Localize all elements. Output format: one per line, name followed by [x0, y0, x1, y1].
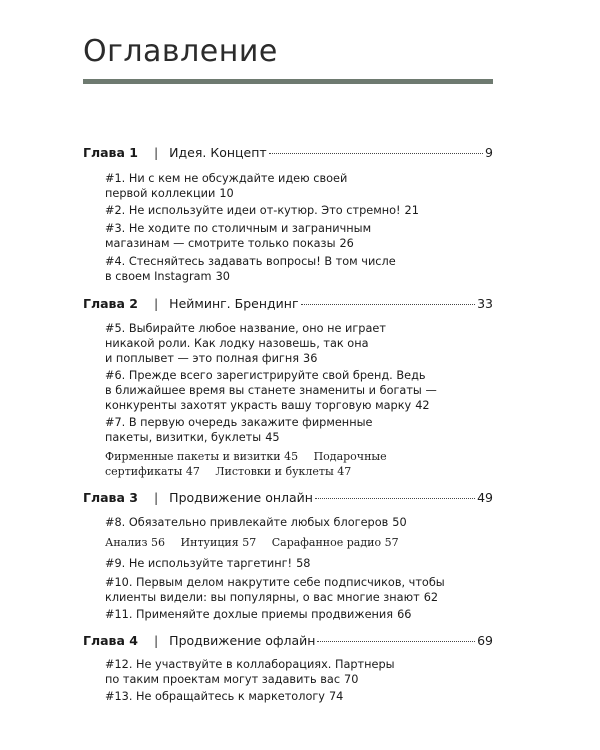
chapter-separator: |: [153, 145, 159, 160]
page-number: 74: [328, 690, 344, 703]
chapter-separator: |: [153, 296, 159, 311]
subtopic-page: 47: [185, 465, 200, 478]
entry-text: и поплывет — это полная фигня: [105, 352, 300, 365]
toc-entry-4[interactable]: [105, 254, 493, 284]
chapter-2-heading[interactable]: [83, 296, 493, 314]
title-rule: [83, 79, 493, 84]
toc-entry-7[interactable]: [105, 415, 493, 445]
page-number: 42: [415, 399, 430, 412]
chapter-label: Глава 4: [83, 633, 138, 648]
chapter-4-heading[interactable]: [83, 633, 493, 651]
toc-entry-12[interactable]: [105, 657, 493, 687]
entry-text: магазинам — смотрите только показы: [105, 237, 336, 250]
page-number: 50: [392, 516, 407, 529]
page-number: 45: [265, 431, 280, 444]
subtopic-page: 57: [384, 536, 399, 549]
page-number: 33: [477, 296, 493, 311]
toc-entry-5[interactable]: [105, 321, 493, 366]
entry-text: #2. Не используйте идеи от-кутюр. Это стремно!: [105, 204, 401, 217]
subtopic-page: 45: [284, 450, 299, 463]
chapter-separator: |: [153, 490, 159, 505]
subtopic-name: сертификаты: [105, 465, 183, 478]
subtopic-name: Подарочные: [313, 450, 387, 463]
page-number: 10: [219, 187, 234, 200]
toc-entry-3[interactable]: [105, 221, 493, 251]
entry-text: #12. Не участвуйте в коллаборациях. Партнеры: [105, 658, 395, 671]
chapter-1-heading[interactable]: [83, 145, 493, 163]
entry-text: #7. В первую очередь закажите фирменные: [105, 416, 373, 429]
entry-text: по таким проектам могут задавить вас: [105, 673, 341, 686]
entry-text: #8. Обязательно привлекайте любых блогеров: [105, 516, 389, 529]
chapter-title: Нейминг. Брендинг: [169, 296, 299, 311]
entry-text: в ближайшее время вы станете знамениты и богаты —: [105, 384, 437, 397]
entry-text: никакой роли. Как лодку назовешь, так она: [105, 337, 369, 350]
toc-entry-11[interactable]: [105, 607, 493, 622]
chapter-3-heading[interactable]: [83, 490, 493, 508]
chapter-label: Глава 3: [83, 490, 138, 505]
toc-entry-1[interactable]: [105, 171, 493, 201]
subtopic-list: [105, 449, 493, 479]
chapter-label: Глава 2: [83, 296, 138, 311]
entry-text: #11. Применяйте дохлые приемы продвижения: [105, 608, 394, 621]
chapter-title: Продвижение онлайн: [169, 490, 313, 505]
entry-text: #1. Ни с кем не обсуждайте идею своей: [105, 172, 348, 185]
page-number: 66: [397, 608, 412, 621]
entry-text: #10. Первым делом накрутите себе подписчиков, чтобы: [105, 576, 445, 589]
entry-text: #3. Не ходите по столичным и заграничным: [105, 222, 372, 235]
page-number: 30: [215, 270, 230, 283]
entry-text: #4. Стесняйтесь задавать вопросы! В том числе: [105, 255, 396, 268]
subtopic-name: Фирменные пакеты и визитки: [105, 450, 281, 463]
entry-text: первой коллекции: [105, 187, 216, 200]
page-number: 26: [339, 237, 354, 250]
chapter-title: Продвижение офлайн: [169, 633, 316, 648]
page-number: 69: [477, 633, 493, 648]
toc-entry-9[interactable]: [105, 556, 493, 571]
subtopic-page: 57: [242, 536, 257, 549]
entry-text: #9. Не используйте таргетинг!: [105, 557, 293, 570]
page-number: 62: [423, 591, 439, 604]
subtopic-page: 56: [151, 536, 166, 549]
entry-text: #6. Прежде всего зарегистрируйте свой бренд. Ведь: [105, 369, 426, 382]
toc-entry-13[interactable]: [105, 689, 493, 704]
subtopic-name: Сарафанное радио: [271, 536, 382, 549]
toc-entry-2[interactable]: [105, 203, 493, 218]
entry-text: пакеты, визитки, буклеты: [105, 431, 262, 444]
page-number: 49: [477, 490, 493, 505]
subtopic-page: 47: [337, 465, 352, 478]
subtopic-list: [105, 535, 493, 550]
toc-entry-6[interactable]: [105, 368, 493, 413]
entry-text: в своем Instagram: [105, 270, 212, 283]
chapter-separator: |: [153, 633, 159, 648]
subtopic-name: Листовки и буклеты: [215, 465, 334, 478]
page-number: 36: [303, 352, 318, 365]
entry-text: #5. Выбирайте любое название, оно не играет: [105, 322, 386, 335]
subtopic-name: Интуиция: [180, 536, 239, 549]
page-number: 21: [404, 204, 419, 217]
page-number: 70: [344, 673, 359, 686]
entry-text: #13. Не обращайтесь к маркетологу: [105, 690, 325, 703]
chapter-title: Идея. Концепт: [169, 145, 267, 160]
page-number: 58: [296, 557, 311, 570]
subtopic-name: Анализ: [105, 536, 148, 549]
dot-leader: [269, 153, 483, 154]
dot-leader: [317, 641, 475, 642]
entry-text: конкуренты захотят украсть вашу торговую марку: [105, 399, 412, 412]
page-title: Оглавление: [83, 34, 278, 69]
entry-text: клиенты видели: вы популярны, о вас многие знают: [105, 591, 420, 604]
dot-leader: [315, 498, 475, 499]
page-number: 9: [485, 145, 493, 160]
toc-entry-10[interactable]: [105, 575, 493, 605]
toc-entry-8[interactable]: [105, 515, 493, 530]
chapter-label: Глава 1: [83, 145, 138, 160]
dot-leader: [301, 304, 476, 305]
